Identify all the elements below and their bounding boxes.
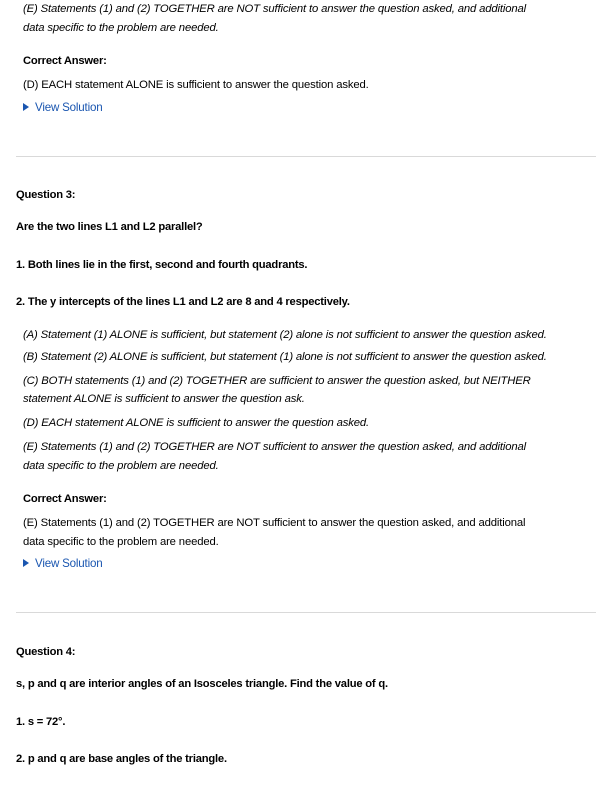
q3-option-c-line1: (C) BOTH statements (1) and (2) TOGETHER are sufficient to answer the question asked, but NEITHER [23,375,531,387]
q3-option-d: (D) EACH statement ALONE is sufficient to answer the question asked. [23,417,370,429]
q4-statement-2: 2. p and q are base angles of the triangle. [16,753,227,765]
play-triangle-icon [23,559,29,567]
section-divider [16,612,596,613]
q3-correct-answer-line2: data specific to the problem are needed. [23,536,219,548]
q3-view-solution-link[interactable] [23,557,102,570]
q3-heading: Question 3: [16,189,76,201]
q3-correct-answer-line1: (E) Statements (1) and (2) TOGETHER are NOT sufficient to answer the question asked, and additional [23,517,526,529]
q4-question-text: s, p and q are interior angles of an Isosceles triangle. Find the value of q. [16,678,388,690]
q2-correct-answer-text: (D) EACH statement ALONE is sufficient to answer the question asked. [23,79,369,91]
q3-option-e-line2: data specific to the problem are needed. [23,460,219,472]
q3-statement-2: 2. The y intercepts of the lines L1 and L2 are 8 and 4 respectively. [16,296,350,308]
q4-heading: Question 4: [16,646,76,658]
q2-correct-answer-label: Correct Answer: [23,55,107,67]
q3-statement-1: 1. Both lines lie in the first, second and fourth quadrants. [16,259,308,271]
q3-view-solution-label: View Solution [35,557,103,570]
q4-statement-1: 1. s = 72°. [16,716,66,728]
q3-option-b: (B) Statement (2) ALONE is sufficient, but statement (1) alone is not sufficient to answer the question asked. [23,351,547,363]
q3-option-a: (A) Statement (1) ALONE is sufficient, but statement (2) alone is not sufficient to answer the question asked. [23,329,547,341]
play-triangle-icon [23,103,29,111]
q2-view-solution-label: View Solution [35,101,103,114]
q3-option-c-line2: statement ALONE is sufficient to answer the question ask. [23,393,305,405]
q3-correct-answer-label: Correct Answer: [23,493,107,505]
section-divider [16,156,596,157]
q3-option-e-line1: (E) Statements (1) and (2) TOGETHER are NOT sufficient to answer the question asked, and additional [23,441,526,453]
q2-view-solution-link[interactable] [23,101,102,114]
q2-option-e-line2: data specific to the problem are needed. [23,22,219,34]
q2-option-e-line1: (E) Statements (1) and (2) TOGETHER are NOT sufficient to answer the question asked, and additional [23,3,526,15]
q3-question-text: Are the two lines L1 and L2 parallel? [16,221,203,233]
